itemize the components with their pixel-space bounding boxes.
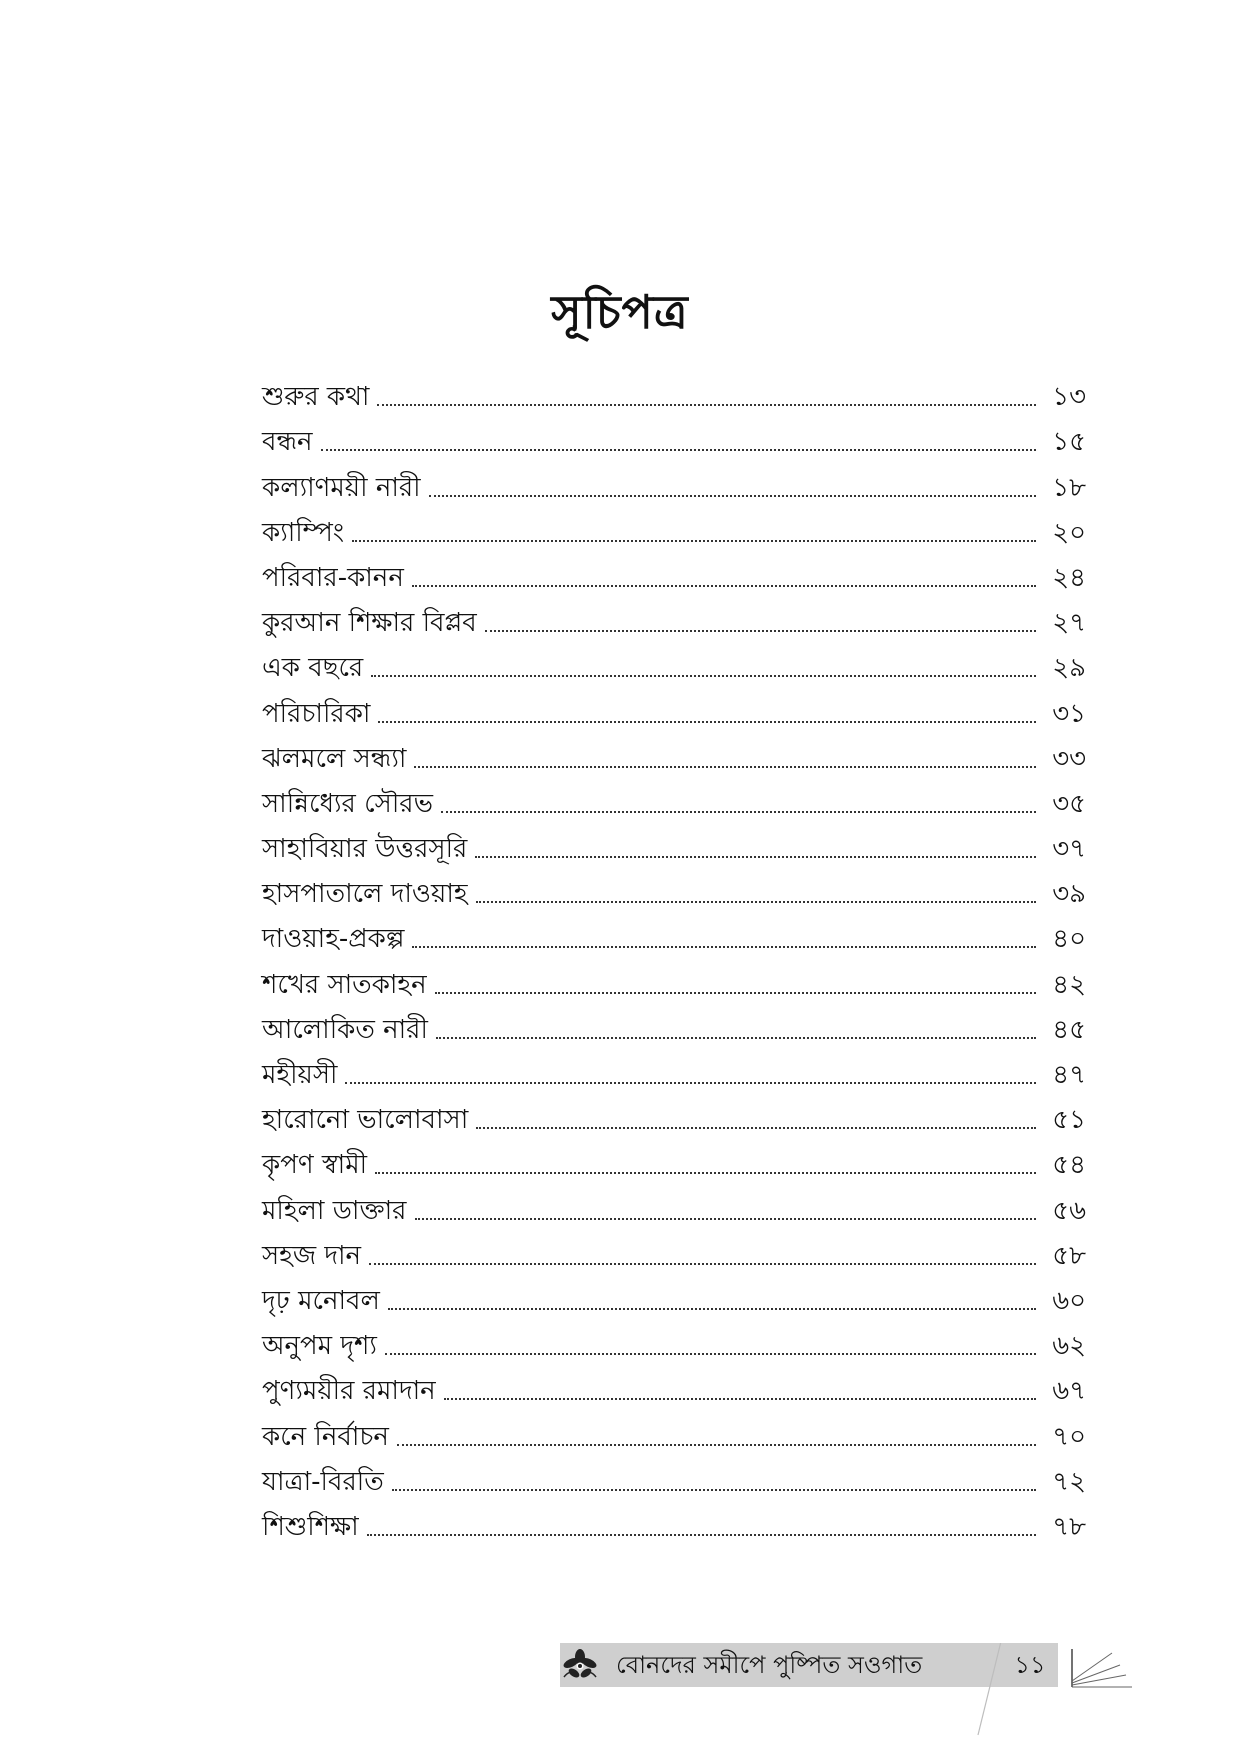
toc-entry-title: পুণ্যময়ীর রমাদান [262,1376,436,1407]
toc-dot-leader [375,1171,1036,1174]
toc-dot-leader [388,1307,1036,1310]
toc-dot-leader [441,810,1036,813]
toc-entry-title: যাত্রা-বিরতি [262,1466,384,1497]
toc-entry-title: পরিবার-কানন [262,562,404,593]
toc-entry-page-number: ৬২ [1052,1331,1086,1362]
toc-entry [262,1502,1086,1547]
toc-entry [262,914,1086,959]
toc-entry-title: ক্যাম্পিং [262,517,345,548]
toc-dot-leader [392,1488,1036,1491]
toc-dot-leader [414,765,1036,768]
toc-entry-page-number: ৩৫ [1052,788,1086,819]
toc-dot-leader [415,1217,1037,1220]
toc-dot-leader [476,1126,1036,1129]
toc-entry-title: আলোকিত নারী [262,1014,428,1045]
toc-dot-leader [435,991,1036,994]
toc-entry-page-number: ১৮ [1052,472,1086,503]
toc-entry [262,734,1086,779]
toc-entry-title: শখের সাতকাহন [262,969,427,1000]
toc-entry-page-number: ১৩ [1052,382,1086,413]
toc-dot-leader [476,900,1036,903]
toc-entry-page-number: ৪০ [1052,924,1086,955]
toc-entry-title: ঝলমলে সন্ধ্যা [262,743,407,774]
toc-entry-title: সান্নিধ্যের সৌরভ [262,788,433,819]
toc-entry-title: এক বছরে [262,653,364,684]
toc-entry-title: হাসপাতালে দাওয়াহ [262,879,468,910]
toc-dot-leader [369,1262,1036,1265]
toc-entry [262,462,1086,507]
toc-entry-page-number: ৪৭ [1052,1060,1086,1090]
flower-ornament-icon [560,1647,600,1683]
toc-entry [262,1231,1086,1276]
toc-dot-leader [367,1533,1036,1536]
toc-entry-page-number: ২৯ [1052,653,1086,684]
toc-entry-page-number: ৩৯ [1052,879,1086,910]
toc-entry-page-number: ৬০ [1052,1285,1086,1316]
toc-dot-leader [352,539,1036,542]
toc-entry [262,688,1086,733]
toc-dot-leader [371,674,1036,677]
toc-entry [262,869,1086,914]
footer-page-number: ১১ [1014,1651,1046,1679]
toc-entry-page-number: ৫৪ [1052,1150,1086,1181]
toc-dot-leader [429,494,1036,497]
toc-entry-title: শুরুর কথা [262,382,370,413]
toc-entry-page-number: ৫৬ [1052,1195,1086,1226]
toc-entry-title: পরিচারিকা [262,698,371,729]
toc-entry-title: শিশুশিক্ষা [262,1511,359,1542]
toc-entry-page-number: ৭৮ [1052,1511,1086,1542]
toc-entry-page-number: ৩৩ [1052,743,1086,774]
toc-entry [262,598,1086,643]
toc-entry-title: কুরআন শিক্ষার বিপ্লব [262,608,477,639]
toc-entry [262,1050,1086,1095]
toc-entry [262,1366,1086,1411]
toc-entry-title: অনুপম দৃশ্য [262,1331,377,1362]
toc-dot-leader [475,855,1036,858]
toc-entry [262,824,1086,869]
toc-dot-leader [345,1081,1036,1084]
page-title: সূচিপত্র [551,285,689,339]
toc-entry [262,508,1086,553]
toc-entry-title: কল্যাণময়ী নারী [262,472,421,503]
toc-entry [262,643,1086,688]
toc-dot-leader [397,1443,1036,1446]
toc-dot-leader [485,629,1036,632]
toc-entry-title: দৃঢ় মনোবল [262,1285,380,1316]
toc-dot-leader [377,403,1036,406]
toc-entry [262,372,1086,417]
toc-dot-leader [444,1397,1036,1400]
table-of-contents [262,372,1086,1547]
toc-entry-page-number: ৫৮ [1052,1240,1086,1271]
toc-entry-page-number: ২৪ [1052,562,1086,593]
toc-dot-leader [378,720,1036,723]
toc-entry-page-number: ৫১ [1052,1105,1086,1136]
toc-entry [262,1276,1086,1321]
toc-entry-title: কনে নির্বাচন [262,1421,389,1452]
toc-entry-title: কৃপণ স্বামী [262,1150,368,1181]
toc-entry-page-number: ৪২ [1052,969,1086,1000]
toc-entry [262,417,1086,462]
toc-dot-leader [412,945,1036,948]
toc-entry [262,779,1086,824]
toc-entry [262,1411,1086,1456]
toc-entry [262,1185,1086,1230]
toc-entry-title: সহজ দান [262,1240,362,1271]
toc-entry-page-number: ৪৫ [1052,1014,1086,1045]
toc-entry-title: দাওয়াহ-প্রকল্প [262,924,405,955]
toc-entry-page-number: ৭২ [1052,1466,1086,1497]
toc-entry [262,1005,1086,1050]
toc-entry [262,1095,1086,1140]
toc-entry [262,1140,1086,1185]
toc-entry-page-number: ৭০ [1052,1421,1086,1452]
toc-dot-leader [436,1036,1036,1039]
page-footer [560,1643,1133,1687]
toc-dot-leader [321,448,1036,451]
footer-book-title: বোনদের সমীপে পুষ্পিত সওগাত [616,1651,923,1679]
toc-entry-title: বন্ধন [262,427,313,458]
toc-entry-page-number: ২০ [1052,517,1086,548]
toc-entry-page-number: ৬৭ [1052,1376,1086,1407]
toc-entry-title: মহিলা ডাক্তার [262,1195,407,1226]
toc-entry [262,959,1086,1004]
toc-entry-page-number: ২৭ [1052,608,1086,639]
toc-entry-title: হারোনো ভালোবাসা [262,1105,469,1136]
toc-entry [262,553,1086,598]
toc-dot-leader [412,584,1036,587]
toc-entry-page-number: ৩৭ [1052,834,1086,865]
toc-entry-title: সাহাবিয়ার উত্তরসূরি [262,834,468,865]
toc-entry-page-number: ১৫ [1052,427,1086,458]
toc-dot-leader [385,1352,1036,1355]
toc-entry-page-number: ৩১ [1052,698,1086,729]
toc-entry-title: মহীয়সী [262,1060,338,1090]
toc-entry [262,1321,1086,1366]
toc-entry [262,1457,1086,1502]
